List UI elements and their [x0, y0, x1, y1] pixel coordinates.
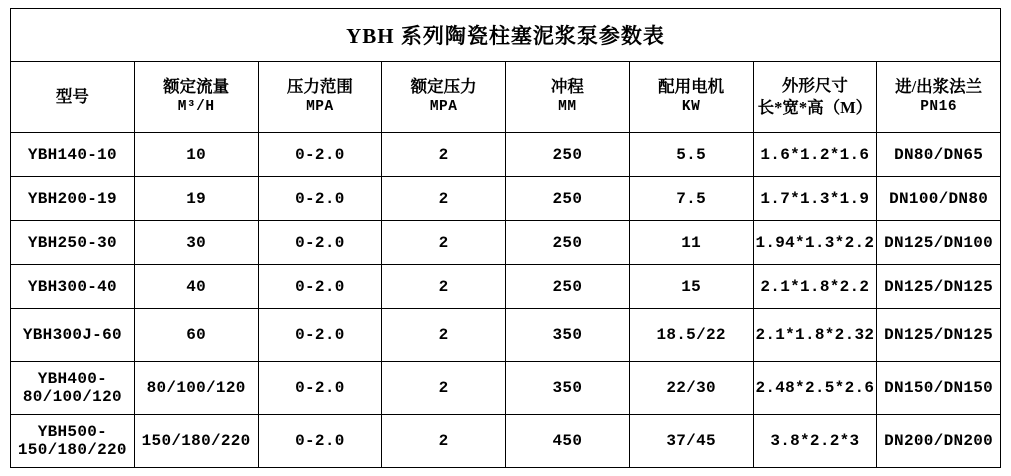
cell-rated-pressure: 2	[382, 309, 506, 362]
cell-motor: 22/30	[629, 362, 753, 415]
cell-rated-pressure: 2	[382, 362, 506, 415]
column-header-model	[11, 62, 135, 133]
cell-model: YBH300-40	[11, 265, 135, 309]
cell-flange: DN125/DN125	[877, 265, 1001, 309]
cell-flange: DN200/DN200	[877, 415, 1001, 468]
cell-flange: DN125/DN125	[877, 309, 1001, 362]
table-row	[11, 265, 1001, 309]
cell-rated-pressure: 2	[382, 415, 506, 468]
column-header-stroke-label: 冲程	[550, 77, 584, 97]
cell-motor: 18.5/22	[629, 309, 753, 362]
cell-dimensions: 2.1*1.8*2.2	[753, 265, 877, 309]
cell-pressure-range: 0-2.0	[258, 362, 382, 415]
cell-stroke: 250	[506, 265, 630, 309]
page-title: YBH 系列陶瓷柱塞泥浆泵参数表	[11, 9, 1001, 62]
cell-dimensions: 2.1*1.8*2.32	[753, 309, 877, 362]
cell-motor: 15	[629, 265, 753, 309]
cell-flange: DN80/DN65	[877, 133, 1001, 177]
column-header-pressure-range	[258, 62, 382, 133]
cell-rated-flow: 80/100/120	[134, 362, 258, 415]
cell-pressure-range: 0-2.0	[258, 177, 382, 221]
column-header-motor-label: 配用电机	[658, 77, 725, 97]
cell-model: YBH500-150/180/220	[11, 415, 135, 468]
cell-motor: 7.5	[629, 177, 753, 221]
table-row	[11, 133, 1001, 177]
column-header-motor	[629, 62, 753, 133]
cell-flange: DN100/DN80	[877, 177, 1001, 221]
cell-motor: 11	[629, 221, 753, 265]
table-row	[11, 362, 1001, 415]
column-header-rated-flow	[134, 62, 258, 133]
column-header-dimensions	[753, 62, 877, 133]
cell-model: YBH200-19	[11, 177, 135, 221]
parameter-table	[10, 8, 1001, 468]
cell-rated-flow: 30	[134, 221, 258, 265]
column-header-rated-pressure	[382, 62, 506, 133]
column-header-motor-unit: KW	[681, 99, 701, 116]
cell-pressure-range: 0-2.0	[258, 133, 382, 177]
cell-rated-pressure: 2	[382, 221, 506, 265]
column-header-rated-pressure-label: 额定压力	[410, 77, 477, 97]
cell-pressure-range: 0-2.0	[258, 415, 382, 468]
column-header-model-label: 型号	[55, 86, 89, 106]
cell-model: YBH300J-60	[11, 309, 135, 362]
table-header-row	[11, 62, 1001, 133]
table-row	[11, 415, 1001, 468]
cell-stroke: 350	[506, 309, 630, 362]
table-row	[11, 177, 1001, 221]
table-row	[11, 309, 1001, 362]
cell-stroke: 250	[506, 177, 630, 221]
column-header-stroke-unit: MM	[558, 99, 577, 116]
column-header-stroke	[506, 62, 630, 133]
cell-rated-pressure: 2	[382, 133, 506, 177]
cell-stroke: 250	[506, 221, 630, 265]
cell-stroke: 350	[506, 362, 630, 415]
cell-flange: DN150/DN150	[877, 362, 1001, 415]
cell-model: YBH250-30	[11, 221, 135, 265]
cell-pressure-range: 0-2.0	[258, 309, 382, 362]
table-title-row	[11, 9, 1001, 62]
cell-motor: 37/45	[629, 415, 753, 468]
cell-rated-pressure: 2	[382, 177, 506, 221]
cell-pressure-range: 0-2.0	[258, 265, 382, 309]
cell-stroke: 250	[506, 133, 630, 177]
cell-rated-flow: 19	[134, 177, 258, 221]
column-header-dimensions-unit: 长*宽*高（M）	[757, 98, 873, 117]
cell-dimensions: 3.8*2.2*3	[753, 415, 877, 468]
cell-pressure-range: 0-2.0	[258, 221, 382, 265]
cell-flange: DN125/DN100	[877, 221, 1001, 265]
column-header-dimensions-label: 外形尺寸	[781, 75, 848, 95]
column-header-pressure-range-label: 压力范围	[286, 77, 353, 97]
column-header-rated-flow-label: 额定流量	[163, 77, 230, 97]
cell-motor: 5.5	[629, 133, 753, 177]
column-header-pressure-range-unit: MPA	[306, 99, 334, 116]
cell-rated-flow: 10	[134, 133, 258, 177]
cell-rated-flow: 40	[134, 265, 258, 309]
cell-dimensions: 2.48*2.5*2.6	[753, 362, 877, 415]
column-header-flange-unit: PN16	[920, 99, 958, 116]
table-row	[11, 221, 1001, 265]
column-header-rated-flow-unit: M³/H	[177, 99, 215, 116]
column-header-rated-pressure-unit: MPA	[429, 99, 458, 116]
cell-rated-flow: 60	[134, 309, 258, 362]
cell-dimensions: 1.94*1.3*2.2	[753, 221, 877, 265]
cell-rated-flow: 150/180/220	[134, 415, 258, 468]
cell-dimensions: 1.6*1.2*1.6	[753, 133, 877, 177]
cell-dimensions: 1.7*1.3*1.9	[753, 177, 877, 221]
column-header-flange-label: 进/出浆法兰	[895, 77, 983, 97]
cell-model: YBH140-10	[11, 133, 135, 177]
column-header-flange	[877, 62, 1001, 133]
cell-rated-pressure: 2	[382, 265, 506, 309]
cell-model: YBH400-80/100/120	[11, 362, 135, 415]
cell-stroke: 450	[506, 415, 630, 468]
